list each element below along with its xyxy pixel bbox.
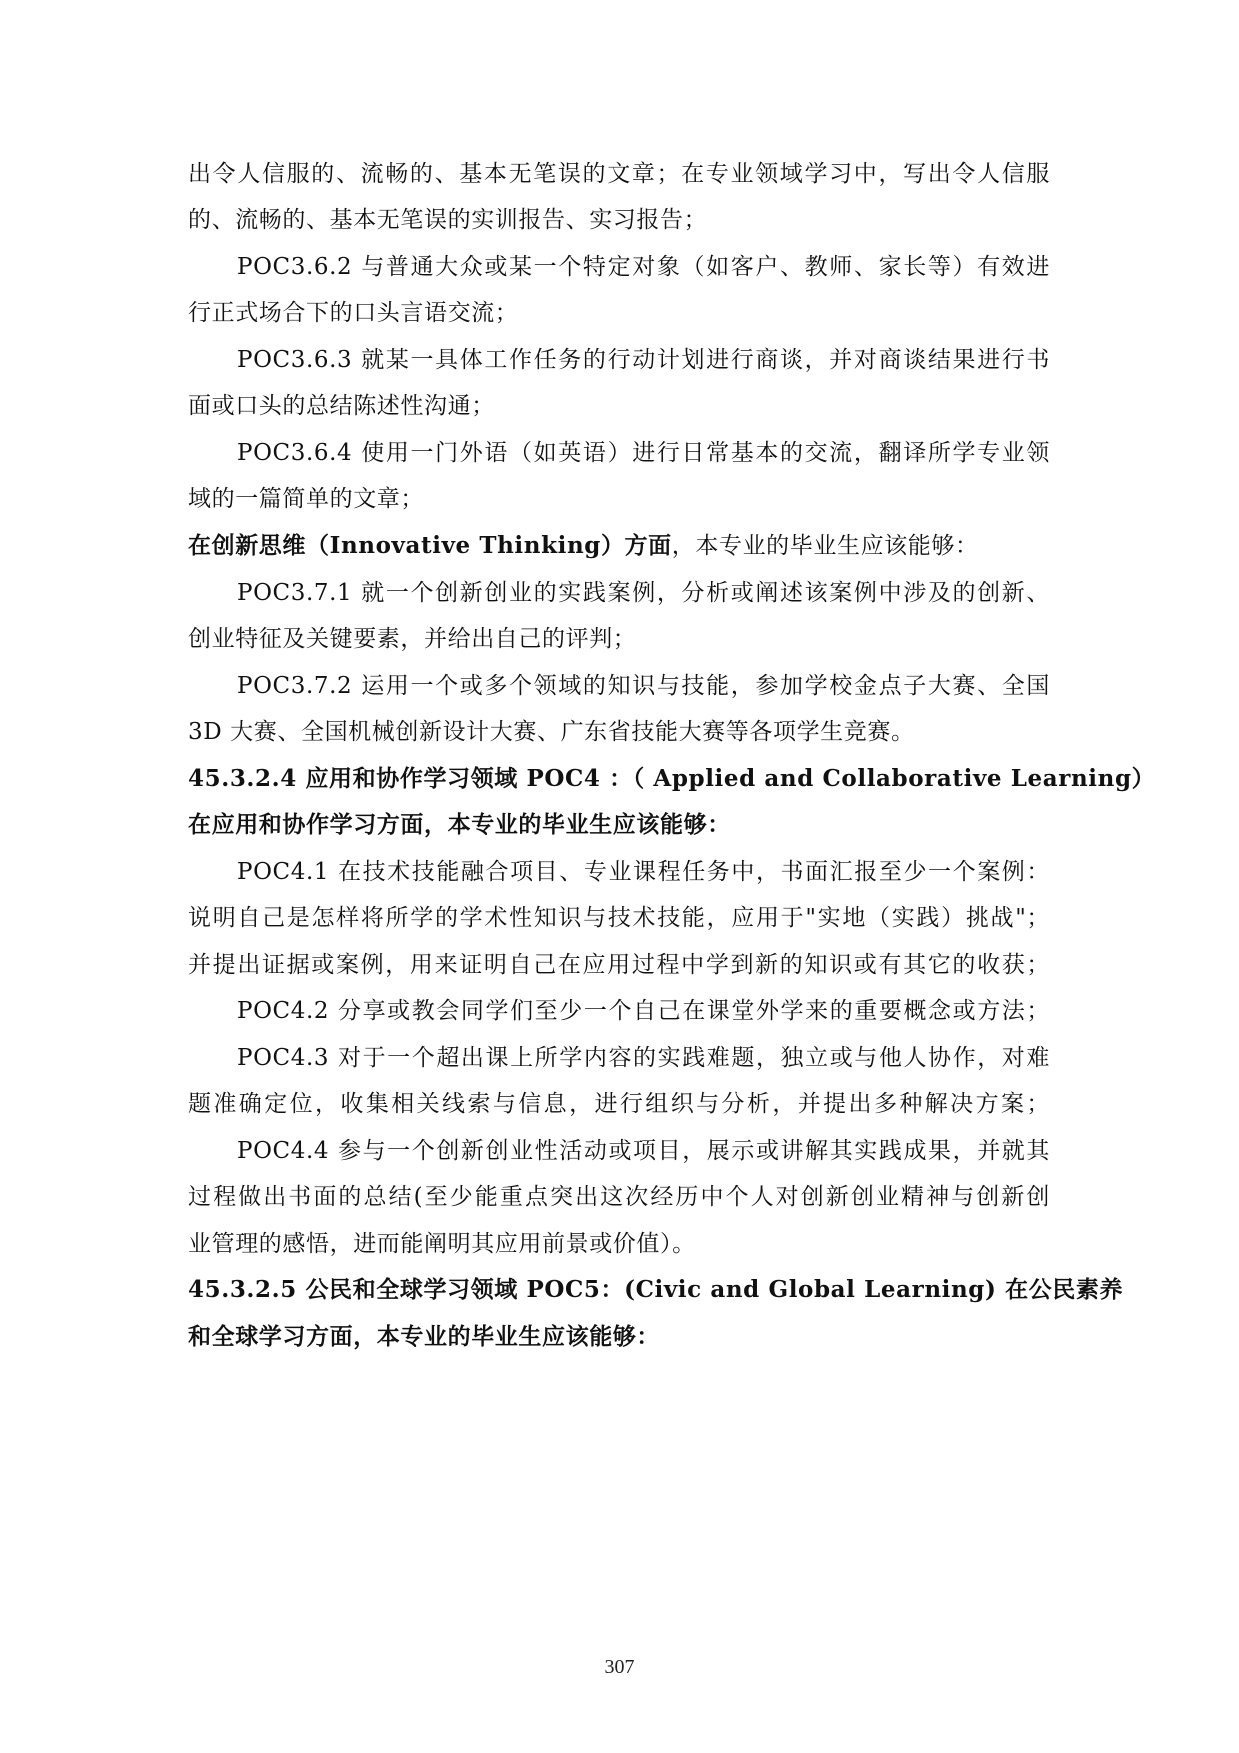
innovative-thinking-intro: ，本专业的毕业生应该能够：: [671, 533, 979, 559]
poc-4-3-line: POC4.3 对于一个超出课上所学内容的实践难题，独立或与他人协作，对难: [237, 1045, 1050, 1071]
poc-4-1-line: POC4.1 在技术技能融合项目、专业课程任务中，书面汇报至少一个案例：: [237, 859, 1050, 885]
paragraph-line: 3D 大赛、全国机械创新设计大赛、广东省技能大赛等各项学生竞赛。: [188, 719, 915, 745]
poc-3-6-2-line: POC3.6.2 与普通大众或某一个特定对象（如客户、教师、家长等）有效进: [237, 254, 1050, 280]
paragraph-line: 题准确定位，收集相关线索与信息，进行组织与分析，并提出多种解决方案；: [188, 1091, 1050, 1117]
poc-3-7-2-line: POC3.7.2 运用一个或多个领域的知识与技能，参加学校金点子大赛、全国: [237, 673, 1050, 699]
section-heading-45-3-2-5: 45.3.2.5 公民和全球学习领域 POC5：(Civic and Global Learning) 在公民素养: [188, 1276, 1124, 1303]
paragraph-line: 并提出证据或案例，用来证明自己在应用过程中学到新的知识或有其它的收获；: [188, 952, 1050, 978]
poc-3-6-3-line: POC3.6.3 就某一具体工作任务的行动计划进行商谈，并对商谈结果进行书: [237, 347, 1050, 373]
paragraph-line: 行正式场合下的口头言语交流；: [188, 300, 519, 326]
paragraph-line: 面或口头的总结陈述性沟通；: [188, 393, 495, 419]
poc-4-2-line: POC4.2 分享或教会同学们至少一个自己在课堂外学来的重要概念或方法；: [237, 998, 1050, 1024]
paragraph-line: 过程做出书面的总结(至少能重点突出这次经历中个人对创新创业精神与创新创: [188, 1184, 1050, 1210]
paragraph-line: 域的一篇简单的文章；: [188, 486, 424, 512]
paragraph-line: 业管理的感悟，进而能阐明其应用前景或价值）。: [188, 1231, 696, 1257]
paragraph-line: 的、流畅的、基本无笔误的实训报告、实习报告；: [188, 207, 708, 233]
subsection-heading-civic: 和全球学习方面，本专业的毕业生应该能够：: [188, 1323, 660, 1350]
innovative-thinking-title: 在创新思维（Innovative Thinking）方面: [188, 532, 672, 559]
page-number: 307: [604, 1656, 635, 1678]
subsection-heading-applied: 在应用和协作学习方面，本专业的毕业生应该能够：: [188, 811, 731, 838]
section-heading-45-3-2-4: 45.3.2.4 应用和协作学习领域 POC4 ：（ Applied and Collaborative Learning）: [188, 765, 1156, 792]
paragraph-line: 创业特征及关键要素，并给出自己的评判；: [188, 626, 637, 652]
poc-3-7-1-line: POC3.7.1 就一个创新创业的实践案例，分析或阐述该案例中涉及的创新、: [237, 580, 1050, 606]
paragraph-line: 说明自己是怎样将所学的学术性知识与技术技能，应用于"实地（实践）挑战"；: [188, 905, 1050, 931]
poc-4-4-line: POC4.4 参与一个创新创业性活动或项目，展示或讲解其实践成果，并就其: [237, 1138, 1050, 1164]
paragraph-line: 出令人信服的、流畅的、基本无笔误的文章；在专业领域学习中，写出令人信服: [188, 161, 1050, 187]
poc-3-6-4-line: POC3.6.4 使用一门外语（如英语）进行日常基本的交流，翻译所学专业领: [237, 440, 1050, 466]
innovative-thinking-heading: [188, 532, 1050, 560]
